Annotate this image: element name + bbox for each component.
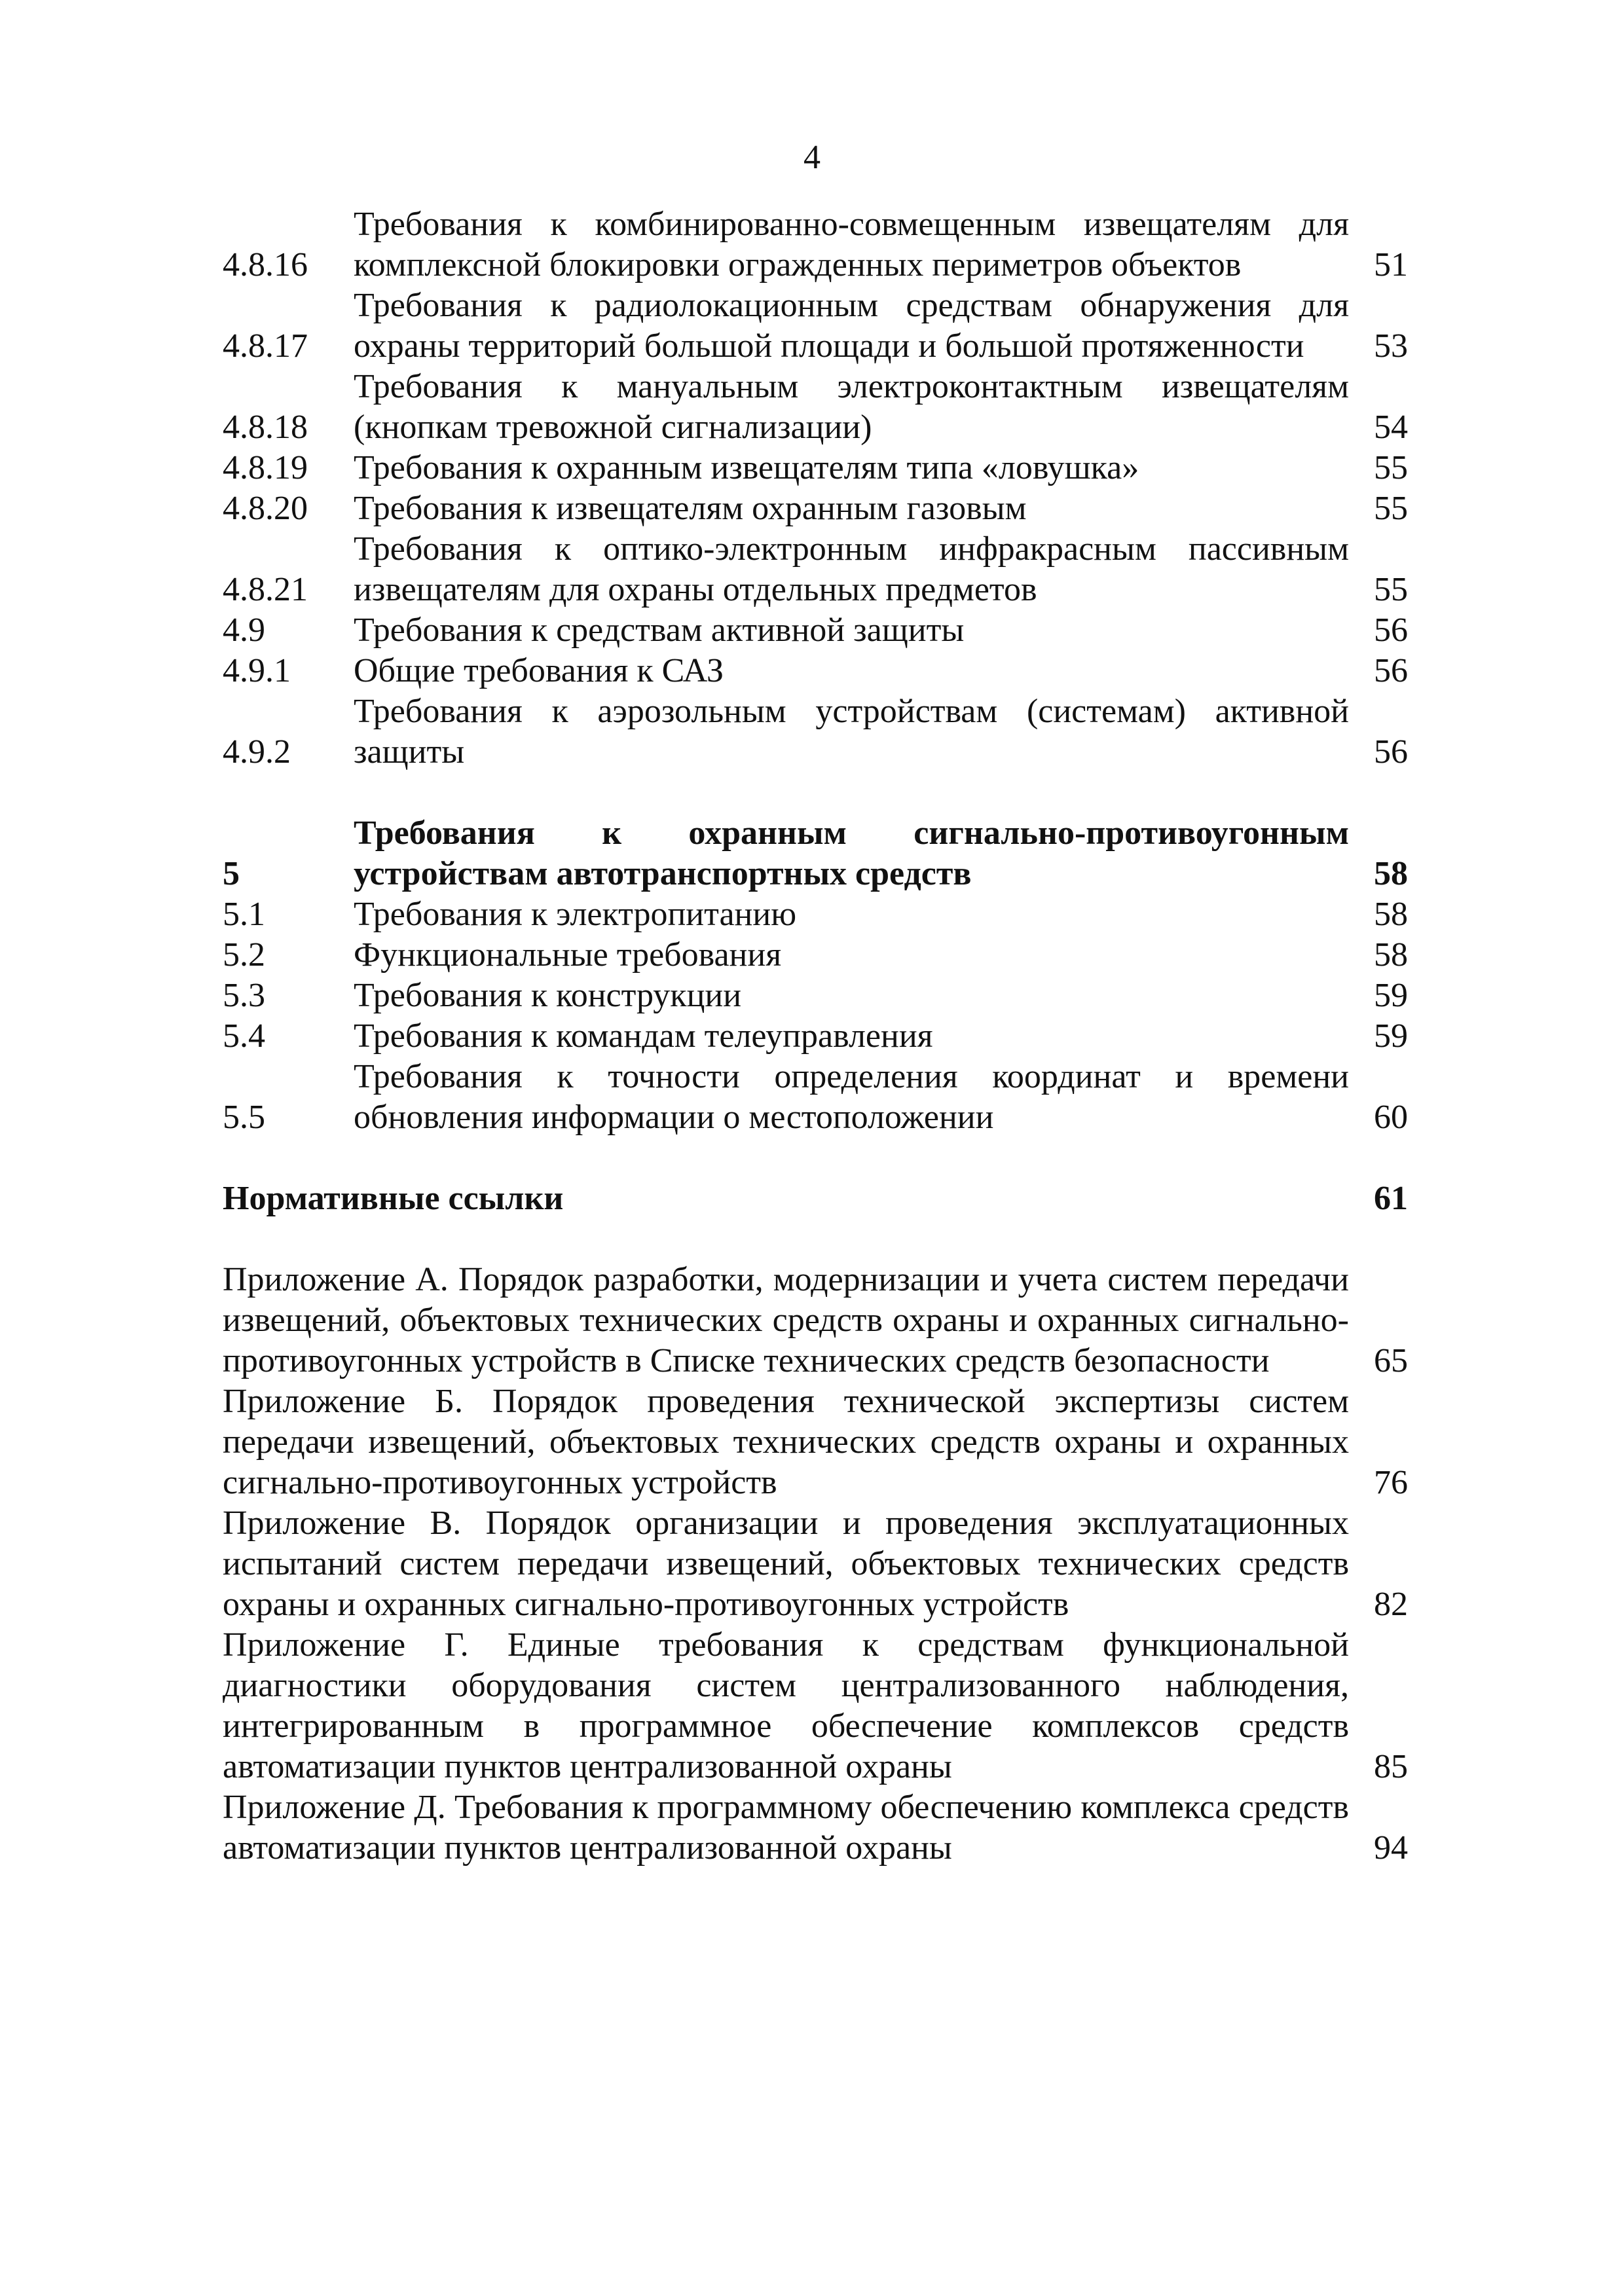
toc-entry-4-8-17[interactable] [223,285,1408,367]
toc-entry-title: Требования к охранным извещателям типа «ловушка» [354,449,1139,486]
toc-entry-page: 55 [1374,490,1408,527]
toc-entry-title: Требования к электропитанию [354,896,797,933]
toc-entry-page: 56 [1374,733,1408,771]
toc-appendix-g[interactable] [223,1625,1408,1787]
toc-entry-4-8-18[interactable] [223,367,1408,448]
toc-appendix-page: 94 [1374,1829,1408,1867]
section-spacer [223,1138,1408,1178]
toc-entry-number: 5.3 [223,977,265,1014]
toc-entry-page: 58 [1374,855,1408,892]
toc-entry-page: 60 [1374,1099,1408,1136]
toc-entry-number: 5.1 [223,896,265,933]
toc-appendix-title: Приложение В. Порядок организации и проведения эксплуатационных испытаний систем передачи извещений, объектовых технических средств охраны и охранных сигнально-противоугонных устройств [223,1504,1349,1623]
toc-entry-4-9-1[interactable] [223,651,1408,691]
toc-entry-page: 58 [1374,936,1408,974]
toc-appendix-a[interactable] [223,1260,1408,1381]
toc-entry-4-8-21[interactable] [223,529,1408,610]
section-spacer [223,1219,1408,1260]
toc-entry-page: 51 [1374,246,1408,283]
toc-entry-number: 5.2 [223,936,265,974]
toc-appendix-title: Приложение Г. Единые требования к средствам функциональной диагностики оборудования систем централизованного наблюдения, интегрированным в программное обеспечение комплексов средств автоматизации пунктов централизованной охраны [223,1626,1349,1785]
toc-entry-page: 54 [1374,409,1408,446]
toc-entry-5-4[interactable] [223,1016,1408,1057]
toc-appendix-b[interactable] [223,1381,1408,1503]
table-of-contents [223,204,1408,1868]
toc-entry-number: 4.8.20 [223,490,308,527]
toc-entry-title: Нормативные ссылки [223,1180,564,1217]
toc-entry-number: 5 [223,855,240,892]
toc-entry-4-9-2[interactable] [223,691,1408,773]
toc-entry-number: 4.9 [223,611,265,649]
toc-entry-number: 5.4 [223,1017,265,1055]
toc-entry-title: Требования к мануальным электроконтактным извещателям (кнопкам тревожной сигнализации) [354,368,1349,446]
toc-entry-5-3[interactable] [223,975,1408,1016]
toc-appendix-title: Приложение А. Порядок разработки, модернизации и учета систем передачи извещений, объектовых технических средств охраны и охранных сигнально-противоугонных устройств в Списке технических средств безопасности [223,1261,1349,1379]
toc-entry-title: Требования к охранным сигнально-противоугонным устройствам автотранспортных средств [354,814,1349,892]
toc-appendix-page: 65 [1374,1342,1408,1379]
toc-entry-title: Требования к оптико-электронным инфракрасным пассивным извещателям для охраны отдельных предметов [354,530,1349,608]
toc-appendix-title: Приложение Б. Порядок проведения технической экспертизы систем передачи извещений, объектовых технических средств охраны и охранных сигнально-противоугонных устройств [223,1383,1349,1501]
toc-entry-title: Требования к средствам активной защиты [354,611,965,649]
toc-appendix-page: 85 [1374,1748,1408,1785]
toc-entry-title: Общие требования к САЗ [354,652,724,689]
toc-appendix-title: Приложение Д. Требования к программному обеспечению комплекса средств автоматизации пунктов централизованной охраны [223,1789,1349,1867]
toc-entry-number: 4.8.16 [223,246,308,283]
toc-appendix-page: 82 [1374,1586,1408,1623]
toc-entry-title: Требования к конструкции [354,977,742,1014]
toc-entry-page: 53 [1374,327,1408,365]
toc-entry-5[interactable] [223,813,1408,894]
toc-entry-number: 4.8.18 [223,409,308,446]
toc-entry-4-8-19[interactable] [223,448,1408,488]
section-spacer [223,773,1408,813]
toc-entry-page: 56 [1374,652,1408,689]
toc-entry-title: Требования к командам телеуправления [354,1017,933,1055]
toc-entry-number: 4.8.21 [223,571,308,608]
toc-entry-title: Требования к комбинированно-совмещенным извещателям для комплексной блокировки огражденных периметров объектов [354,206,1349,283]
toc-entry-page: 55 [1374,449,1408,486]
toc-entry-references[interactable] [223,1178,1408,1219]
toc-entry-number: 5.5 [223,1099,265,1136]
toc-entry-5-2[interactable] [223,935,1408,975]
toc-entry-title: Функциональные требования [354,936,782,974]
toc-entry-page: 56 [1374,611,1408,649]
toc-entry-title: Требования к точности определения координат и времени обновления информации о местоположении [354,1058,1349,1136]
toc-entry-page: 58 [1374,896,1408,933]
toc-entry-5-5[interactable] [223,1057,1408,1138]
page-number: 4 [803,139,821,176]
toc-appendix-page: 76 [1374,1464,1408,1501]
toc-entry-page: 59 [1374,977,1408,1014]
toc-entry-4-8-16[interactable] [223,204,1408,285]
toc-entry-4-8-20[interactable] [223,488,1408,529]
toc-entry-title: Требования к радиолокационным средствам обнаружения для охраны территорий большой площади и большой протяженности [354,287,1349,365]
toc-entry-title: Требования к аэрозольным устройствам (системам) активной защиты [354,693,1349,771]
toc-entry-5-1[interactable] [223,894,1408,935]
toc-entry-number: 4.9.1 [223,652,291,689]
toc-appendix-v[interactable] [223,1503,1408,1625]
toc-entry-number: 4.8.19 [223,449,308,486]
toc-entry-page: 61 [1374,1180,1408,1217]
toc-entry-title: Требования к извещателям охранным газовым [354,490,1027,527]
toc-entry-page: 59 [1374,1017,1408,1055]
toc-entry-number: 4.9.2 [223,733,291,771]
toc-entry-number: 4.8.17 [223,327,308,365]
toc-entry-4-9[interactable] [223,610,1408,651]
toc-appendix-d[interactable] [223,1787,1408,1868]
toc-entry-page: 55 [1374,571,1408,608]
